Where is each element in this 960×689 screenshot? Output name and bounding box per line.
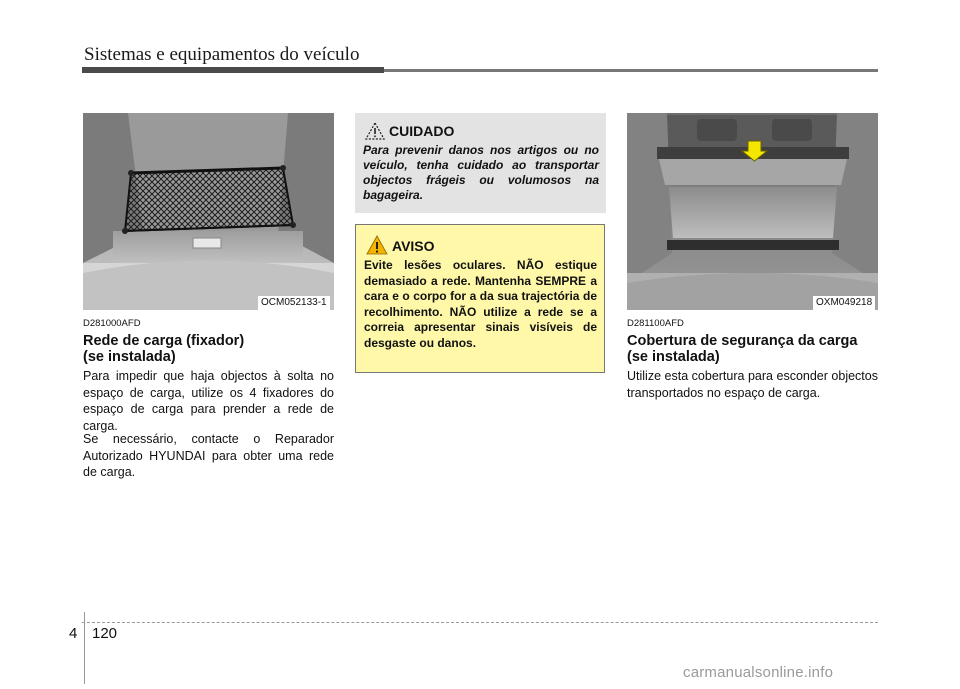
caution-title: CUIDADO [389,123,455,139]
header-rule-dark [82,67,384,73]
section-code-right: D281100AFD [627,318,684,329]
chapter-number: 4 [69,625,78,642]
caution-box [355,113,606,213]
section-heading-right-line1: Cobertura de segurança da carga [627,333,858,349]
caution-text: Para prevenir danos nos artigos ou no veículo, tenha cuidado ao transportar objectos frágeis ou volumosos na bagageira. [363,143,599,202]
cargo-cover-photo [627,113,878,310]
paragraph-right-1: Utilize esta cobertura para esconder objectos transportados no espaço de carga. [627,369,878,400]
paragraph-left-1: Para impedir que haja objectos à solta no espaço de carga, utilize os 4 fixadores do espaço de carga para prender a rede de carga. [83,369,334,433]
page-number: 120 [92,625,118,642]
warning-icon [366,235,388,255]
header-title: Sistemas e equipamentos do veículo [84,44,360,65]
photo-label-left: OCM052133-1 [258,296,330,310]
paragraph-left-2: Se necessário, contacte o Reparador Autorizado HYUNDAI para obter uma rede de carga. [83,432,334,479]
section-heading-right-line2: (se instalada) [627,349,720,365]
warning-text: Evite lesões oculares. NÃO estique demasiado a rede. Mantenha SEMPRE a cara e o corpo for a da sua trajectória de recolhimento. NÃO utilize a rede se a correia apresentar sinais visíveis de desgaste ou danos. [364,258,597,350]
warning-box [355,224,605,373]
section-heading-left-line1: Rede de carga (fixador) [83,333,245,349]
section-heading-left [83,333,334,365]
warning-title: AVISO [392,238,435,254]
section-heading-left-line2: (se instalada) [83,349,176,365]
footer-vertical-rule [84,612,85,684]
cargo-net-photo [83,113,334,310]
header-rule-light [384,69,878,72]
section-heading-right [627,333,878,365]
caution-icon [365,122,385,140]
section-code-left: D281000AFD [83,318,141,329]
watermark: carmanualsonline.info [683,664,834,681]
photo-label-right: OXM049218 [813,296,875,310]
footer-rule [82,622,878,623]
